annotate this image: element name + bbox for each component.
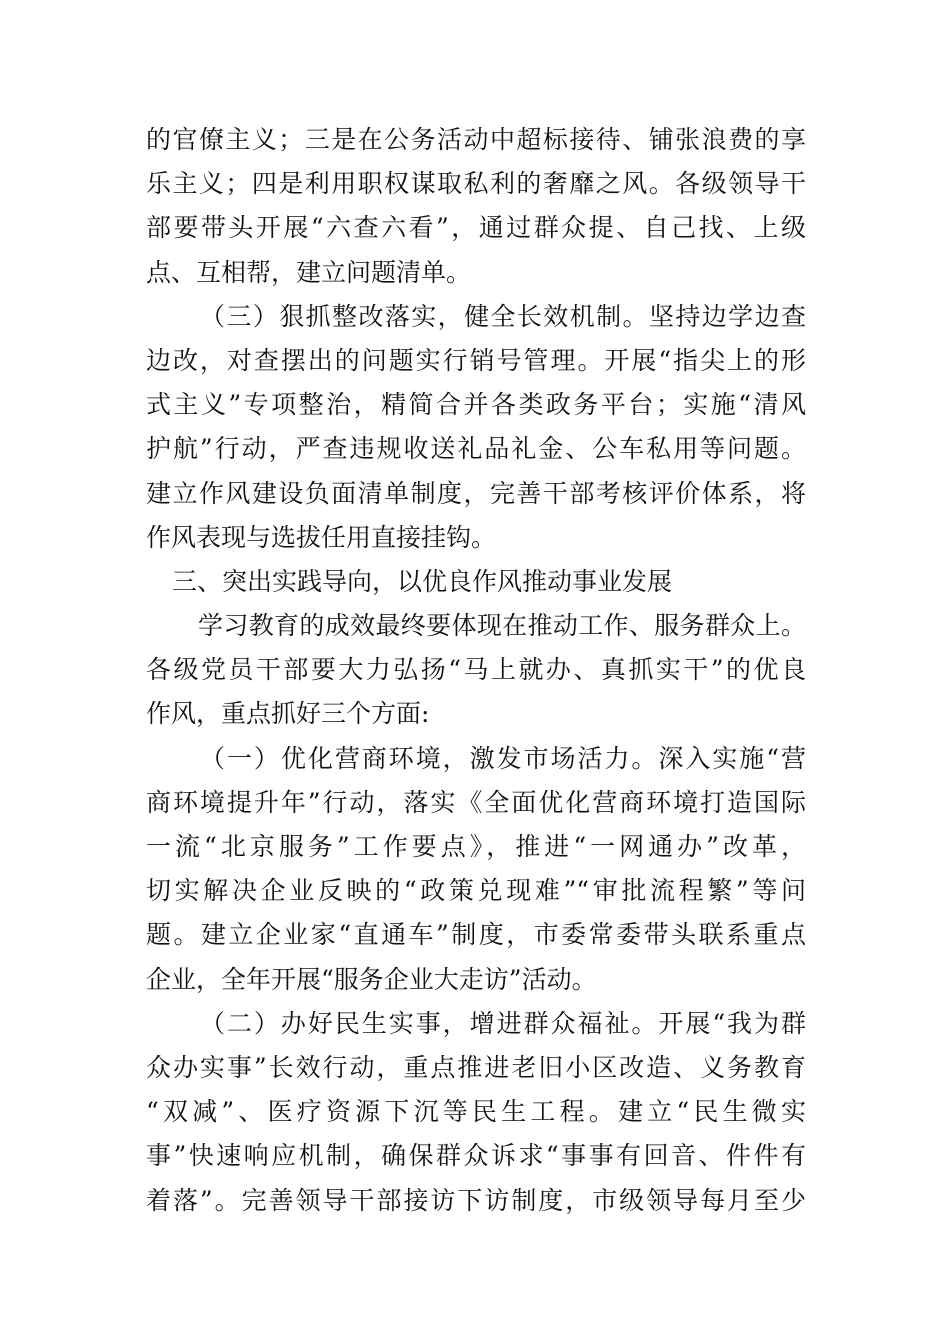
text-line: 建立作风建设负面清单制度，完善干部考核评价体系，将 [146, 478, 806, 508]
text-line: 乐主义；四是利用职权谋取私利的奢靡之风。各级领导干 [146, 169, 806, 199]
text-line: 事”快速响应机制，确保群众诉求“事事有回音、件件有 [146, 1141, 806, 1171]
text-line: （一）优化营商环境，激发市场活力。深入实施“营 [200, 743, 806, 773]
text-line: 作风表现与选拔任用直接挂钩。 [146, 522, 497, 552]
text-line: 商环境提升年”行动，落实《全面优化营商环境打造国际 [146, 787, 806, 817]
section-heading: 三、突出实践导向，以优良作风推动事业发展 [172, 566, 673, 596]
text-line: 部要带头开展“六查六看”，通过群众提、自己找、上级 [146, 213, 806, 243]
text-line: 一流“北京服务”工作要点》，推进“一网通办”改革， [146, 832, 806, 861]
text-line: 式主义”专项整治，精简合并各类政务平台；实施“清风 [146, 390, 806, 420]
text-line: 企业，全年开展“服务企业大走访”活动。 [146, 964, 597, 994]
text-line: 各级党员干部要大力弘扬“马上就办、真抓实干”的优良 [146, 655, 806, 685]
text-line: “双减”、医疗资源下沉等民生工程。建立“民生微实 [146, 1097, 806, 1127]
text-line: 点、互相帮，建立问题清单。 [146, 257, 472, 287]
text-line: 护航”行动，严查违规收送礼品礼金、公车私用等问题。 [146, 434, 806, 464]
text-line: 边改，对查摆出的问题实行销号管理。开展“指尖上的形 [146, 345, 806, 375]
text-line: 题。建立企业家“直通车”制度，市委常委带头联系重点 [146, 920, 806, 950]
text-line: （二）办好民生实事，增进群众福祉。开展“我为群 [200, 1008, 806, 1038]
text-line: 众办实事”长效行动，重点推进老旧小区改造、义务教育 [146, 1052, 806, 1082]
text-line: 学习教育的成效最终要体现在推动工作、服务群众上。 [198, 611, 806, 641]
text-line: （三）狠抓整改落实，健全长效机制。坚持边学边查 [200, 301, 806, 331]
text-line: 的官僚主义；三是在公务活动中超标接待、铺张浪费的享 [146, 125, 806, 154]
body-text [146, 118, 806, 1223]
text-line: 着落”。完善领导干部接访下访制度，市级领导每月至少 [146, 1185, 806, 1215]
text-line: 切实解决企业反映的“政策兑现难”“审批流程繁”等问 [146, 876, 806, 906]
text-line: 作风，重点抓好三个方面: [146, 699, 430, 729]
